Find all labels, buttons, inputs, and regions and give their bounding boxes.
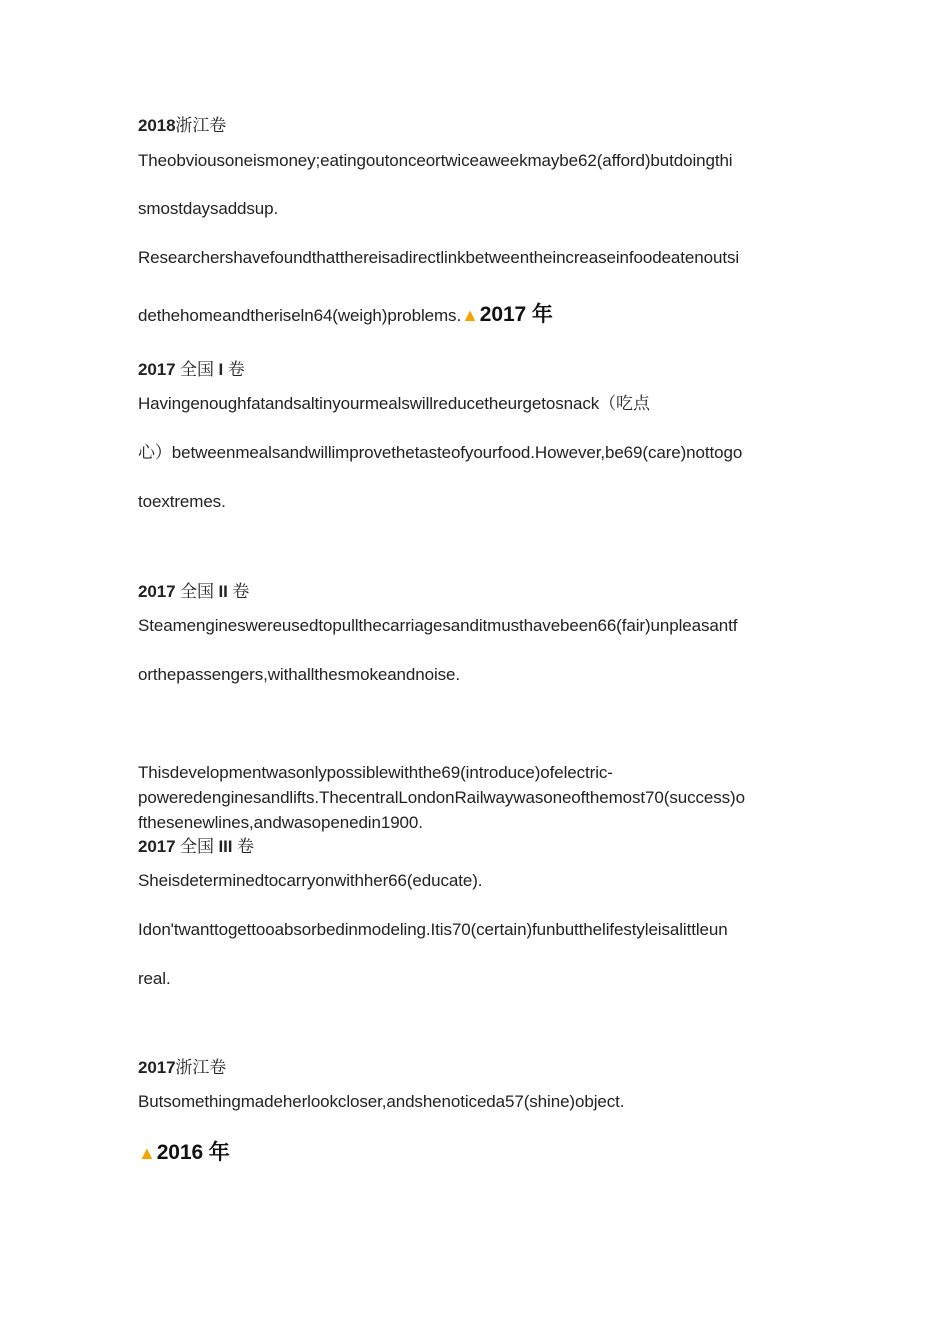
- heading-label: 全国: [180, 360, 214, 379]
- text-line: orthepassengers,withallthesmokeandnoise.: [138, 665, 461, 684]
- year-heading-2016: 2016 年: [156, 1141, 230, 1164]
- heading-year: 2017: [138, 837, 176, 856]
- text-line-with-year: [138, 303, 828, 328]
- text-line: Thisdevelopmentwasonlypossiblewiththe69(introduce)ofelectric-: [138, 763, 613, 782]
- heading-year: 2017: [138, 1058, 176, 1077]
- triangle-icon: ▲: [138, 1143, 156, 1163]
- text-line: smostdaysaddsup.: [138, 199, 279, 218]
- text-line: Theobviousoneismoney;eatingoutonceortwiceaweekmaybe62(afford)butdoingthi: [138, 151, 733, 170]
- heading-label: 浙江卷: [175, 1058, 227, 1077]
- heading-suffix: 卷: [227, 360, 245, 379]
- heading-label: 全国: [180, 582, 214, 601]
- heading-label: 浙江卷: [175, 116, 227, 135]
- text-line: 心）betweenmealsandwillimprovethetasteofyourfood.However,be69(care)nottogo: [138, 443, 743, 462]
- text-line: toextremes.: [138, 492, 226, 511]
- text-line: Idon'twanttogettooabsorbedinmodeling.Itis70(certain)funbutthelifestyleisalittleun: [138, 920, 728, 939]
- year-heading-2016-line: [138, 1141, 828, 1166]
- text-line: dethehomeandtheriseln64(weigh)problems.: [138, 306, 462, 325]
- text-line: fthesenewlines,andwasopenedin1900.: [138, 813, 423, 832]
- text-line: poweredenginesandlifts.ThecentralLondonRailwaywasoneofthemost70(success)o: [138, 788, 745, 807]
- text-line: Sheisdeterminedtocarryonwithher66(educate).: [138, 871, 483, 890]
- heading-year: 2017: [138, 360, 176, 379]
- triangle-icon: ▲: [461, 305, 479, 325]
- heading-roman: III: [218, 837, 233, 856]
- heading-year: 2017: [138, 582, 176, 601]
- text-line: Researchershavefoundthatthereisadirectlinkbetweentheincreaseinfoodeatenoutsi: [138, 248, 740, 267]
- text-line: Havingenoughfatandsaltinyourmealswillreducetheurgetosnack（吃点: [138, 394, 650, 413]
- text-line: real.: [138, 969, 171, 988]
- heading-label: 全国: [180, 837, 214, 856]
- heading-suffix: 卷: [232, 582, 250, 601]
- year-heading-2017: 2017 年: [479, 303, 553, 326]
- heading-suffix: 卷: [236, 837, 254, 856]
- section-heading-2017-zhejiang: [138, 1056, 828, 1080]
- section-heading-2018-zhejiang: [138, 114, 828, 138]
- text-line: Steamengineswereusedtopullthecarriagesanditmusthavebeen66(fair)unpleasantf: [138, 616, 738, 635]
- heading-year: 2018: [138, 116, 176, 135]
- section-heading-2017-national-3: [138, 835, 828, 859]
- text-line: Butsomethingmadeherlookcloser,andshenoticeda57(shine)object.: [138, 1092, 625, 1111]
- section-heading-2017-national-1: [138, 358, 828, 382]
- section-heading-2017-national-2: [138, 580, 828, 604]
- heading-roman: II: [218, 582, 228, 601]
- heading-roman: I: [218, 360, 224, 379]
